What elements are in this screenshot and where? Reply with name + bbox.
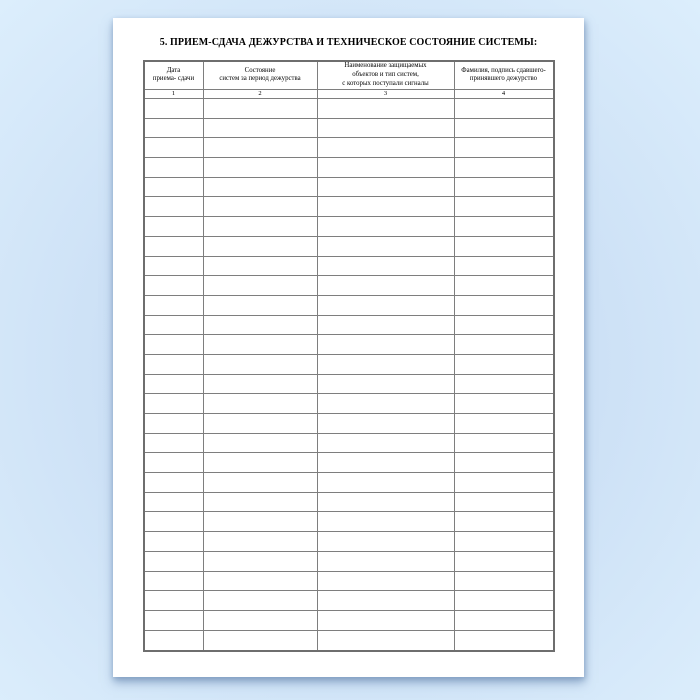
- table-cell: [145, 158, 204, 178]
- table-cell: [318, 453, 455, 473]
- table-cell: [318, 591, 455, 611]
- duty-handover-table: [143, 60, 555, 652]
- table-cell: [318, 257, 455, 277]
- table-cell: [318, 493, 455, 513]
- table-cell: [145, 217, 204, 237]
- table-cell: [455, 296, 553, 316]
- table-row: [145, 473, 553, 493]
- table-row: [145, 335, 553, 355]
- table-row: [145, 178, 553, 198]
- table-cell: [145, 414, 204, 434]
- table-row: [145, 355, 553, 375]
- header-line: Состояние: [244, 66, 276, 74]
- column-number-4: 4: [455, 90, 553, 100]
- table-cell: [204, 414, 318, 434]
- table-cell: [204, 375, 318, 395]
- header-line: Наименование защищаемых: [344, 62, 427, 70]
- page-title: 5. ПРИЕМ-СДАЧА ДЕЖУРСТВА И ТЕХНИЧЕСКОЕ СОСТОЯНИЕ СИСТЕМЫ:: [159, 37, 538, 48]
- table-cell: [455, 197, 553, 217]
- table-cell: [204, 493, 318, 513]
- table-cell: [145, 99, 204, 119]
- table-row: [145, 414, 553, 434]
- header-line: приема- сдачи: [152, 75, 195, 83]
- table-cell: [318, 237, 455, 257]
- table-row: [145, 532, 553, 552]
- table-cell: [204, 257, 318, 277]
- table-cell: [318, 296, 455, 316]
- table-cell: [455, 552, 553, 572]
- table-cell: [204, 237, 318, 257]
- table-cell: [204, 591, 318, 611]
- table-cell: [145, 138, 204, 158]
- table-cell: [204, 138, 318, 158]
- table-cell: [145, 591, 204, 611]
- table-row: [145, 316, 553, 336]
- table-cell: [455, 158, 553, 178]
- table-cell: [318, 158, 455, 178]
- table-cell: [318, 138, 455, 158]
- table-cell: [455, 473, 553, 493]
- table-cell: [455, 375, 553, 395]
- table-cell: [145, 434, 204, 454]
- header-line: Фамилия, подпись сдавшего-: [461, 66, 546, 74]
- table-row: [145, 237, 553, 257]
- table-cell: [455, 138, 553, 158]
- table-cell: [145, 178, 204, 198]
- column-header-1: [145, 62, 204, 90]
- table-cell: [455, 119, 553, 139]
- table-cell: [145, 375, 204, 395]
- table-cell: [204, 572, 318, 592]
- column-header-4: [455, 62, 553, 90]
- table-cell: [145, 197, 204, 217]
- table-cell: [204, 611, 318, 631]
- table-cell: [455, 237, 553, 257]
- table-cell: [455, 178, 553, 198]
- table-row: [145, 119, 553, 139]
- table-row: [145, 375, 553, 395]
- table-cell: [204, 394, 318, 414]
- column-number-3: 3: [318, 90, 455, 100]
- table-cell: [318, 197, 455, 217]
- table-cell: [145, 453, 204, 473]
- table-cell: [318, 178, 455, 198]
- column-numbers-row: [145, 90, 553, 100]
- table-row: [145, 217, 553, 237]
- table-row: [145, 394, 553, 414]
- table-cell: [318, 572, 455, 592]
- table-cell: [455, 355, 553, 375]
- table-cell: [204, 99, 318, 119]
- table-cell: [204, 178, 318, 198]
- table-row: [145, 276, 553, 296]
- table-cell: [455, 434, 553, 454]
- table-cell: [318, 316, 455, 336]
- table-cell: [145, 119, 204, 139]
- table-cell: [204, 434, 318, 454]
- table-cell: [455, 414, 553, 434]
- table-cell: [318, 276, 455, 296]
- table-cell: [145, 532, 204, 552]
- header-line: систем за период дежурства: [219, 75, 301, 83]
- table-cell: [145, 355, 204, 375]
- table-row: [145, 591, 553, 611]
- table-cell: [204, 473, 318, 493]
- table-cell: [145, 316, 204, 336]
- table-cell: [204, 512, 318, 532]
- column-number-2: 2: [204, 90, 318, 100]
- table-cell: [318, 355, 455, 375]
- table-cell: [318, 552, 455, 572]
- table-cell: [204, 552, 318, 572]
- table-cell: [455, 217, 553, 237]
- table-cell: [318, 611, 455, 631]
- table-row: [145, 296, 553, 316]
- column-number-1: 1: [145, 90, 204, 100]
- table-header-row: [145, 62, 553, 90]
- table-cell: [145, 335, 204, 355]
- table-row: [145, 572, 553, 592]
- table-cell: [455, 532, 553, 552]
- table-cell: [204, 532, 318, 552]
- column-header-2: [204, 62, 318, 90]
- table-row: [145, 631, 553, 651]
- table-row: [145, 138, 553, 158]
- table-cell: [145, 257, 204, 277]
- table-row: [145, 158, 553, 178]
- header-line: с которых поступали сигналы: [342, 79, 429, 87]
- table-cell: [145, 237, 204, 257]
- table-cell: [204, 158, 318, 178]
- table-row: [145, 197, 553, 217]
- table-row: [145, 512, 553, 532]
- table-cell: [145, 512, 204, 532]
- table-cell: [318, 119, 455, 139]
- column-header-3: [318, 62, 455, 90]
- table-cell: [204, 276, 318, 296]
- table-cell: [455, 99, 553, 119]
- header-line: объектов и тип систем,: [352, 70, 419, 78]
- table-row: [145, 99, 553, 119]
- table-cell: [318, 335, 455, 355]
- header-line: Дата: [166, 66, 181, 74]
- table-cell: [318, 473, 455, 493]
- table-cell: [318, 217, 455, 237]
- table-cell: [145, 394, 204, 414]
- table-cell: [455, 394, 553, 414]
- table-row: [145, 493, 553, 513]
- table-cell: [145, 611, 204, 631]
- table-cell: [455, 611, 553, 631]
- table-cell: [145, 631, 204, 651]
- table-cell: [204, 453, 318, 473]
- table-cell: [318, 99, 455, 119]
- table-cell: [455, 591, 553, 611]
- table-cell: [455, 276, 553, 296]
- table-cell: [318, 414, 455, 434]
- table-cell: [145, 493, 204, 513]
- header-line: принявшего дежурство: [469, 75, 538, 83]
- table-cell: [455, 453, 553, 473]
- table-cell: [318, 434, 455, 454]
- table-cell: [204, 355, 318, 375]
- table-cell: [455, 335, 553, 355]
- table-row: [145, 453, 553, 473]
- table-cell: [204, 296, 318, 316]
- table-cell: [145, 276, 204, 296]
- table-cell: [204, 316, 318, 336]
- table-cell: [318, 375, 455, 395]
- table-cell: [145, 552, 204, 572]
- table-row: [145, 257, 553, 277]
- table-cell: [204, 335, 318, 355]
- table-cell: [204, 631, 318, 651]
- table-cell: [204, 197, 318, 217]
- table-body: [145, 99, 553, 650]
- table-cell: [318, 631, 455, 651]
- table-cell: [145, 572, 204, 592]
- table-cell: [455, 316, 553, 336]
- table-cell: [455, 512, 553, 532]
- document-page: [113, 18, 584, 677]
- table-row: [145, 611, 553, 631]
- table-cell: [145, 473, 204, 493]
- table-row: [145, 552, 553, 572]
- table-cell: [318, 532, 455, 552]
- table-cell: [455, 572, 553, 592]
- table-cell: [318, 394, 455, 414]
- table-cell: [455, 493, 553, 513]
- table-cell: [455, 257, 553, 277]
- table-row: [145, 434, 553, 454]
- table-cell: [145, 296, 204, 316]
- table-cell: [204, 217, 318, 237]
- table-cell: [455, 631, 553, 651]
- table-cell: [204, 119, 318, 139]
- table-cell: [318, 512, 455, 532]
